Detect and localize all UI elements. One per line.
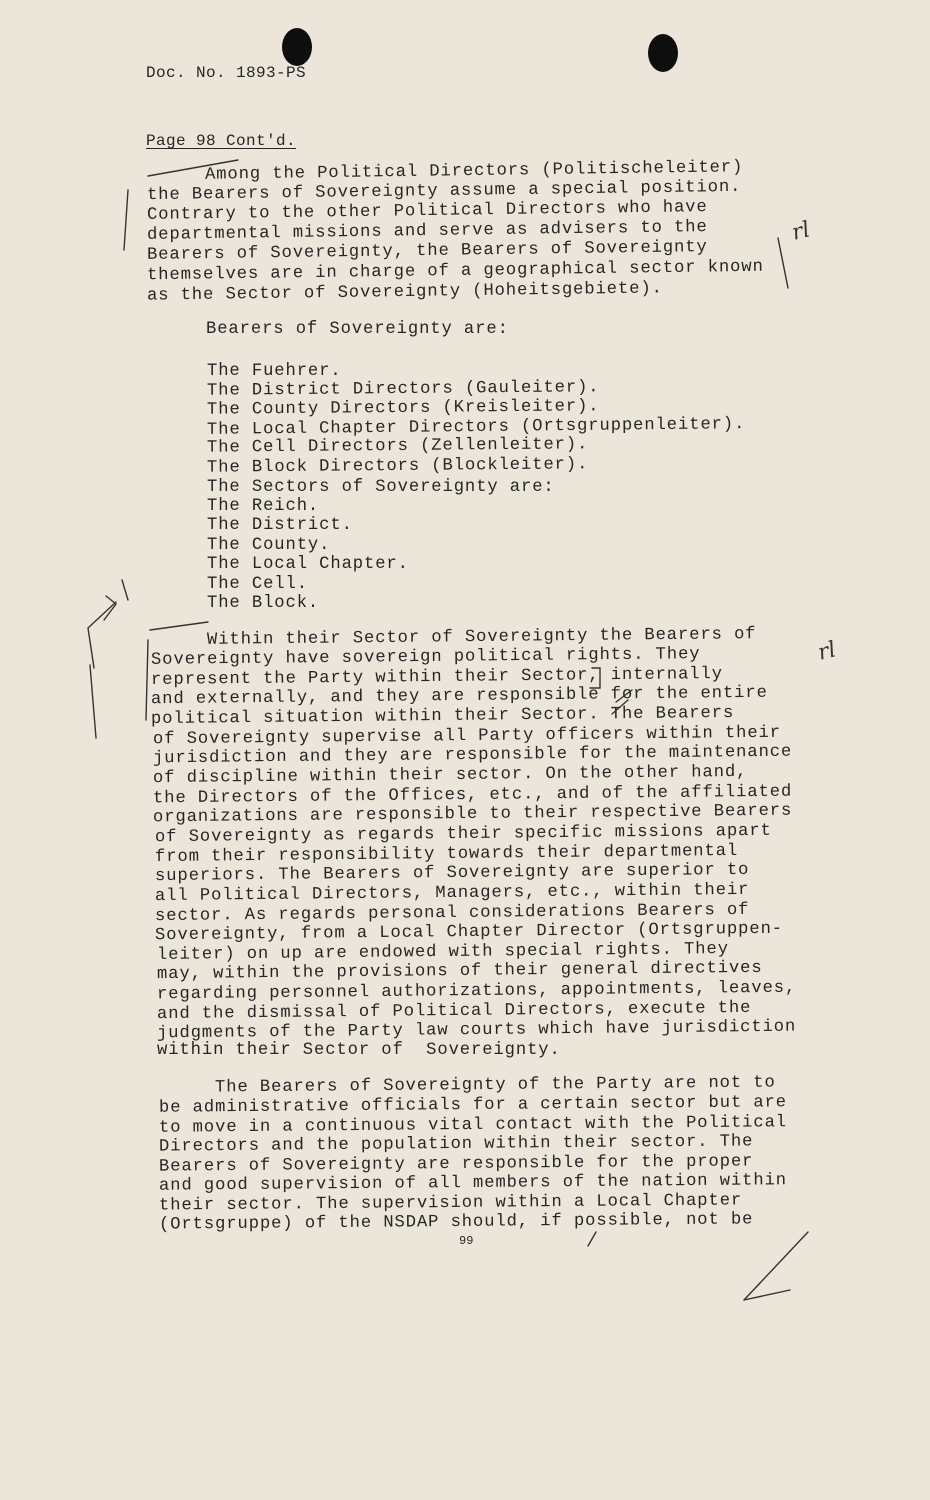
margin-stroke (778, 238, 788, 288)
margin-stroke (744, 1232, 808, 1300)
text-line: may, within the provisions of their general directives (156, 958, 763, 985)
text-line: Directors and the population within their sector. The (158, 1132, 754, 1157)
text-line: be administrative officials for a certain sector but are (158, 1093, 788, 1118)
punch-hole-left (282, 28, 312, 66)
list-item: The Cell Directors (Zellenleiter). (206, 435, 589, 458)
text-line: leiter) on up are endowed with special rights. They (156, 940, 730, 965)
text-line: Among the Political Directors (Politischeleiter) (204, 158, 744, 185)
handwritten-page-mark: 99 (459, 1234, 474, 1248)
text-line: organizations are responsible to their respective Bearers (152, 801, 793, 828)
margin-stroke (90, 665, 96, 738)
list-item: The District. (207, 516, 353, 535)
text-line: and externally, and they are responsible for the entire (150, 683, 768, 710)
annotation-bracket (146, 640, 148, 720)
punch-hole-right (648, 34, 678, 72)
text-line: to move in a continuous vital contact with the Political (158, 1113, 788, 1138)
margin-check-mark (104, 596, 116, 620)
text-line: themselves are in charge of a geographical sector known (146, 257, 764, 286)
text-line: the Bearers of Sovereignty assume a special position. (146, 177, 742, 206)
list-item: The Local Chapter Directors (Ortsgruppenleiter). (206, 415, 746, 440)
list-item: The District Directors (Gauleiter). (206, 378, 600, 401)
page-reference: Page 98 Cont'd. (146, 132, 297, 150)
text-line: of Sovereignty supervise all Party officers within their (152, 723, 782, 750)
text-line: and good supervision of all members of the nation within (158, 1171, 788, 1196)
text-line: (Ortsgruppe) of the NSDAP should, if possible, not be (158, 1210, 754, 1235)
text-line: regarding personnel authorizations, appointments, leaves, (156, 978, 797, 1005)
text-line: The Bearers of Sovereignty of the Party are not to (214, 1073, 776, 1098)
list-item: The Local Chapter. (207, 555, 409, 574)
text-line: departmental missions and serve as advisers to the (146, 218, 708, 245)
list-item: The Fuehrer. (207, 362, 342, 381)
annotation-bracket (124, 190, 128, 250)
margin-note: rl (815, 637, 839, 666)
margin-note: rl (789, 217, 813, 246)
list-item: The Block Directors (Blockleiter). (206, 455, 589, 478)
text-line: political situation within their Sector. The Bearers (150, 703, 735, 730)
text-line: Sovereignty have sovereign political rights. They (150, 645, 701, 670)
text-line: of Sovereignty as regards their specific missions apart (154, 821, 772, 848)
list-item: The Reich. (207, 497, 320, 516)
text-line: as the Sector of Sovereignty (Hoheitsgebiete). (146, 279, 663, 306)
text-line: from their responsibility towards their departmental (154, 841, 739, 868)
list-item: The County. (207, 536, 331, 555)
text-line: judgments of the Party law courts which have jurisdiction (156, 1017, 797, 1044)
text-line: Bearers of Sovereignty are responsible for the proper (158, 1152, 754, 1177)
list-item: The Block. (207, 594, 320, 613)
list-item: The County Directors (Kreisleiter). (206, 397, 600, 420)
list-item: The Sectors of Sovereignty are: (207, 478, 555, 497)
document-number: Doc. No. 1893-PS (146, 64, 307, 82)
text-line: superiors. The Bearers of Sovereignty are superior to (154, 860, 750, 887)
text-line: Contrary to the other Political Directors who have (146, 198, 708, 225)
margin-check-mark (88, 602, 116, 668)
text-line: represent the Party within their Sector, internally (150, 665, 724, 690)
bearers-heading: Bearers of Sovereignty are: (206, 320, 509, 339)
text-line: within their Sector of Sovereignty. (157, 1041, 561, 1060)
text-line: Sovereignty, from a Local Chapter Director (Ortsgruppen- (154, 919, 784, 946)
text-line: their sector. The supervision within a Local Chapter (158, 1191, 743, 1216)
text-line: sector. As regards personal considerations Bearers of (154, 900, 750, 927)
margin-stroke (744, 1290, 790, 1300)
margin-tick (122, 580, 128, 600)
text-line: Within their Sector of Sovereignty the Bearers of (206, 625, 757, 650)
annotation-mark (588, 1232, 596, 1246)
text-line: jurisdiction and they are responsible for the maintenance (152, 742, 793, 769)
text-line: of discipline within their sector. On the other hand, (152, 762, 748, 789)
list-item: The Cell. (207, 575, 308, 594)
text-line: and the dismissal of Political Directors, execute the (156, 998, 752, 1025)
text-line: the Directors of the Offices, etc., and of the affiliated (152, 782, 793, 809)
annotation-dash (150, 622, 208, 630)
text-line: Bearers of Sovereignty, the Bearers of Sovereignty (146, 238, 708, 265)
text-line: all Political Directors, Managers, etc., within their (154, 880, 750, 907)
